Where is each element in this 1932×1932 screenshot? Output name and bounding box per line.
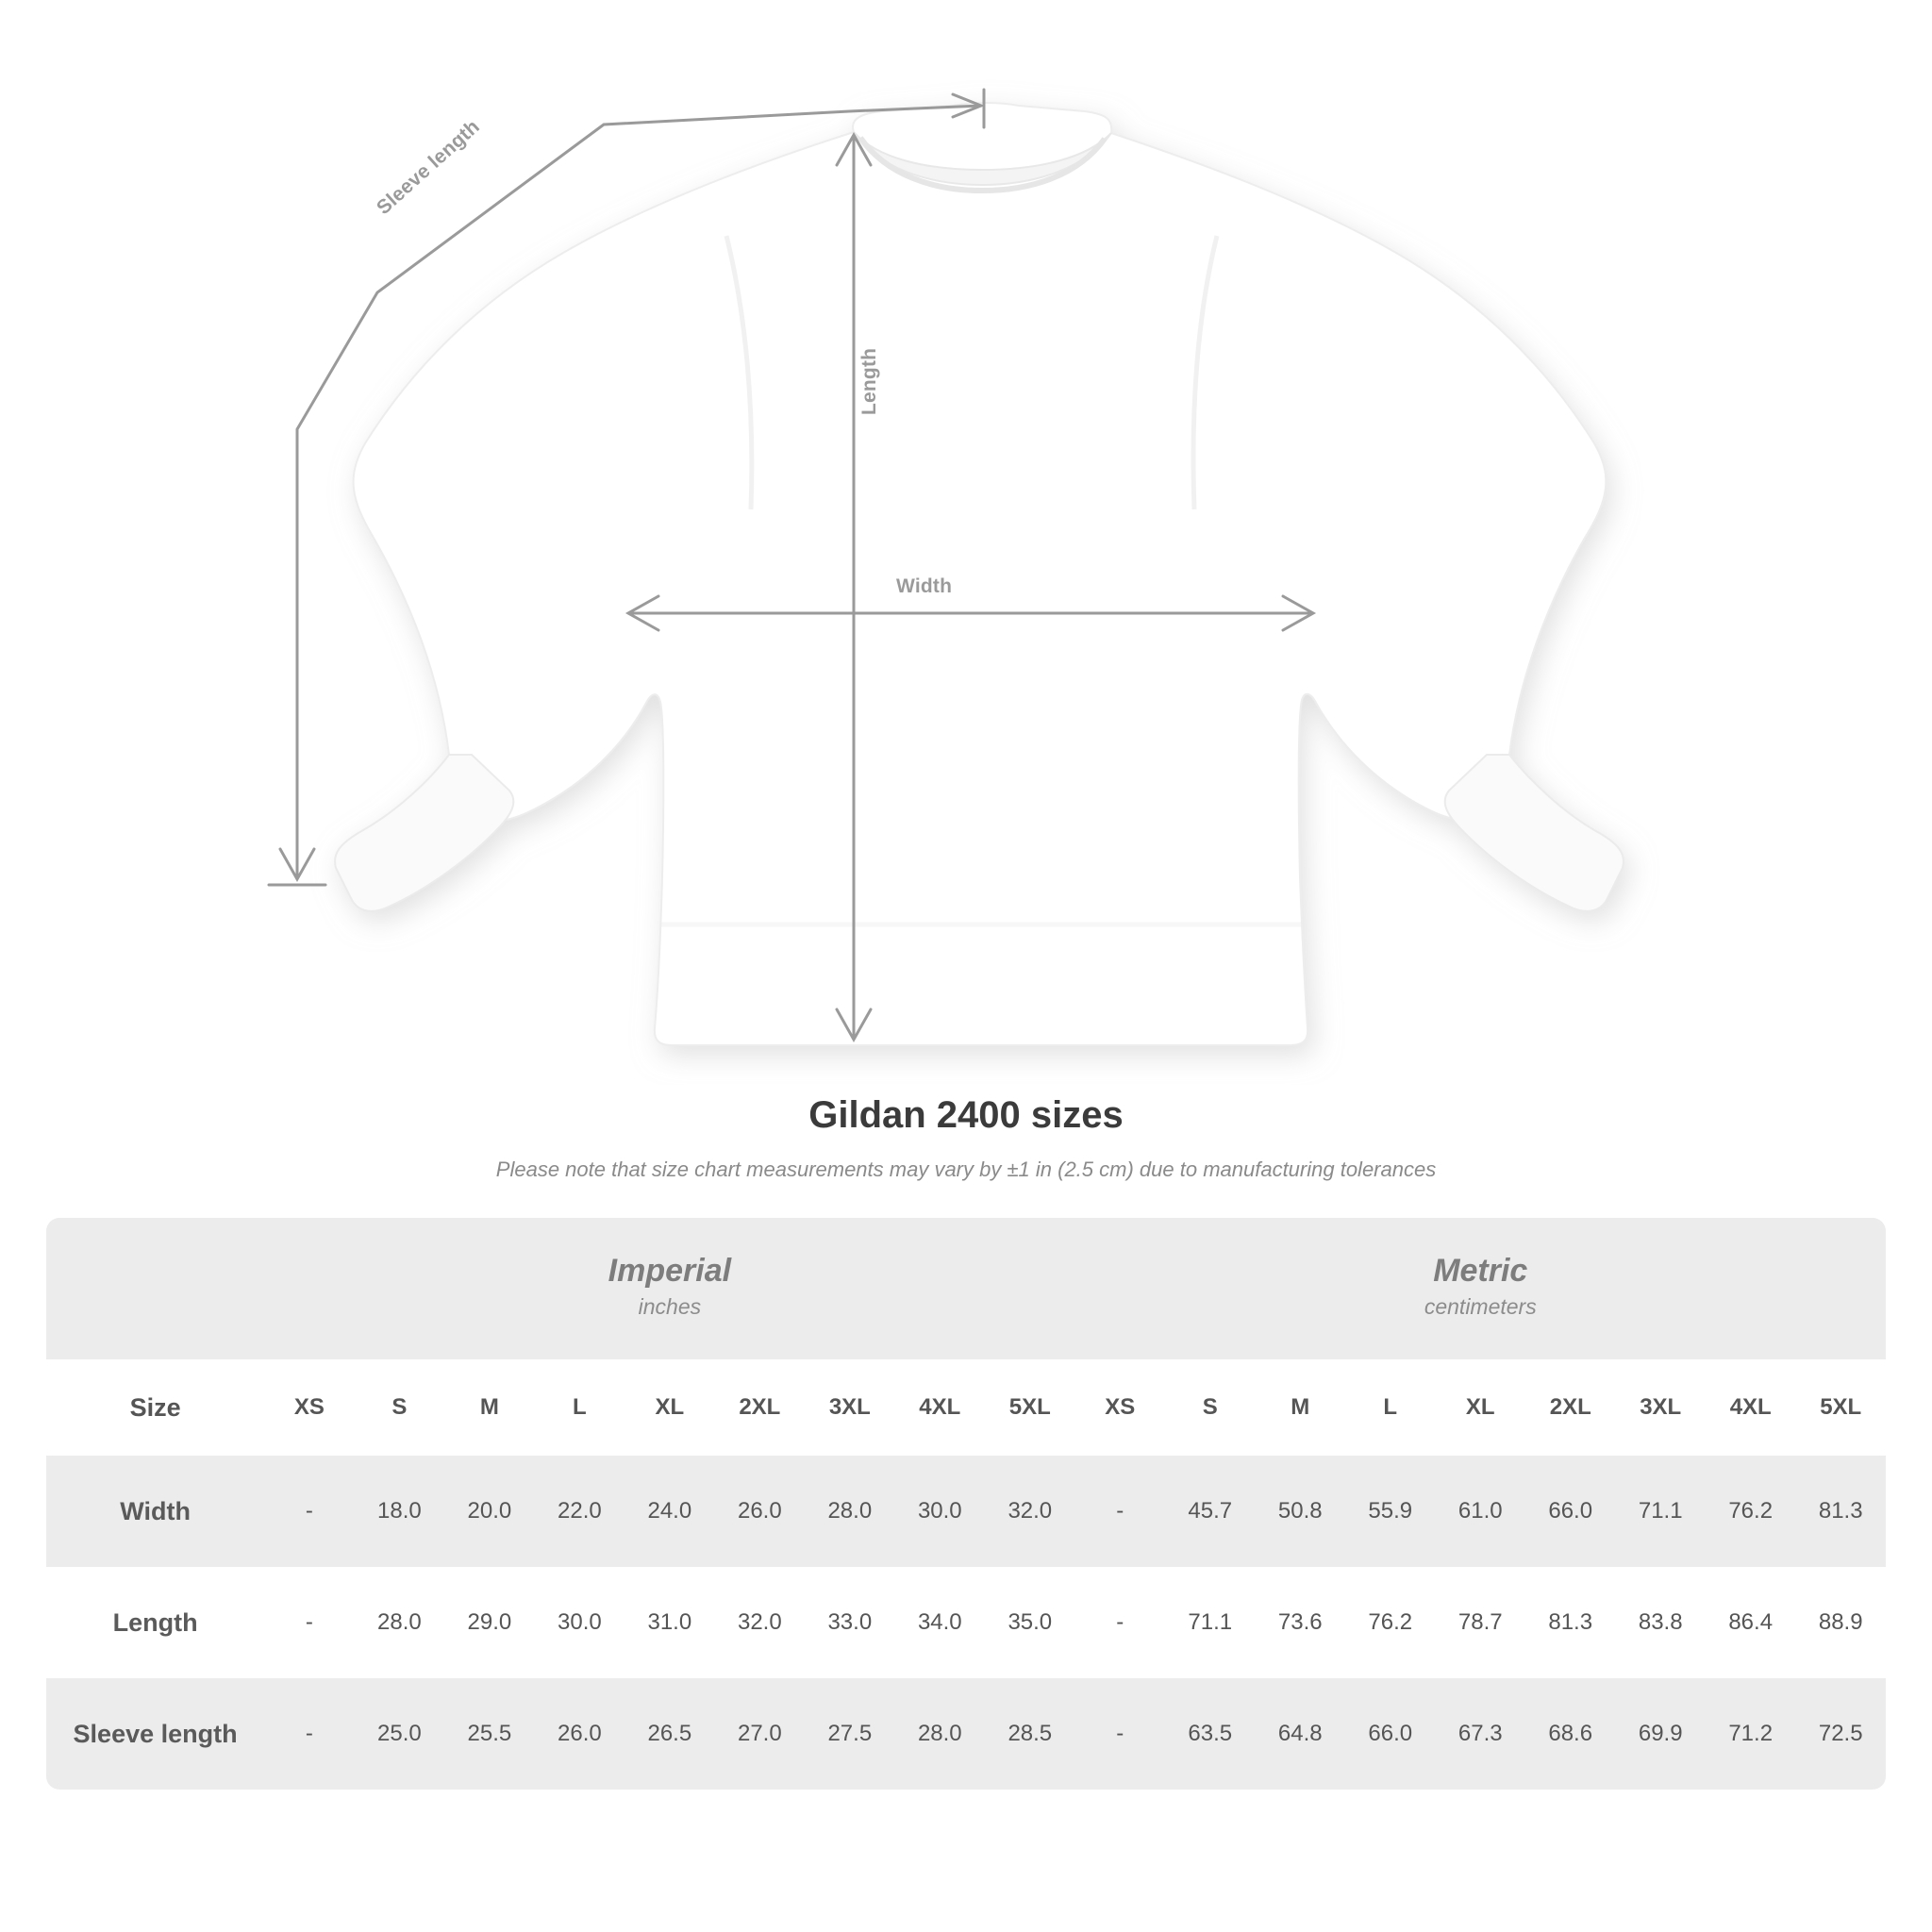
cell-sleeve-imperial-3xl: 27.5: [805, 1678, 894, 1790]
cell-width-metric-3xl: 71.1: [1615, 1456, 1705, 1567]
cell-length-imperial-s: 28.0: [355, 1567, 444, 1678]
cell-sleeve-metric-xl: 67.3: [1436, 1678, 1525, 1790]
cell-length-metric-s: 71.1: [1165, 1567, 1255, 1678]
cell-width-imperial-l: 22.0: [535, 1456, 625, 1567]
cell-width-imperial-xl: 24.0: [625, 1456, 714, 1567]
cell-sleeve-imperial-xs: -: [264, 1678, 354, 1790]
cell-sleeve-imperial-4xl: 28.0: [895, 1678, 985, 1790]
cell-length-imperial-3xl: 33.0: [805, 1567, 894, 1678]
header-size-metric-s: S: [1165, 1359, 1255, 1456]
cell-sleeve-metric-3xl: 69.9: [1615, 1678, 1705, 1790]
cell-sleeve-imperial-5xl: 28.5: [985, 1678, 1075, 1790]
cell-length-metric-m: 73.6: [1256, 1567, 1345, 1678]
header-size-imperial-3xl: 3XL: [805, 1359, 894, 1456]
annotation-length: Length: [858, 347, 880, 415]
cell-width-imperial-s: 18.0: [355, 1456, 444, 1567]
row-label-width: Width: [46, 1456, 264, 1567]
unit-sub-imperial: inches: [638, 1294, 702, 1320]
cell-length-metric-xl: 78.7: [1436, 1567, 1525, 1678]
cell-width-imperial-2xl: 26.0: [715, 1456, 805, 1567]
cell-width-metric-l: 55.9: [1345, 1456, 1435, 1567]
table-row-width: [46, 1456, 1886, 1567]
size-header-row: [46, 1359, 1886, 1456]
cell-length-imperial-2xl: 32.0: [715, 1567, 805, 1678]
cell-width-imperial-3xl: 28.0: [805, 1456, 894, 1567]
cell-width-metric-s: 45.7: [1165, 1456, 1255, 1567]
tolerance-note: Please note that size chart measurements may vary by ±1 in (2.5 cm) due to manufacturing tolerances: [495, 1158, 1437, 1181]
page-title: Gildan 2400 sizes: [808, 1094, 1124, 1136]
unit-sub-metric: centimeters: [1424, 1294, 1537, 1320]
cell-sleeve-imperial-2xl: 27.0: [715, 1678, 805, 1790]
table-row-sleeve-length: [46, 1678, 1886, 1790]
header-size-imperial-xl: XL: [625, 1359, 714, 1456]
cell-length-imperial-l: 30.0: [535, 1567, 625, 1678]
cell-sleeve-imperial-xl: 26.5: [625, 1678, 714, 1790]
cell-sleeve-metric-m: 64.8: [1256, 1678, 1345, 1790]
cell-length-imperial-4xl: 34.0: [895, 1567, 985, 1678]
cell-width-imperial-m: 20.0: [444, 1456, 534, 1567]
cell-width-imperial-5xl: 32.0: [985, 1456, 1075, 1567]
cell-width-metric-2xl: 66.0: [1525, 1456, 1615, 1567]
cell-length-metric-xs: -: [1075, 1567, 1165, 1678]
cell-width-metric-5xl: 81.3: [1795, 1456, 1886, 1567]
size-table-wrapper: [46, 1218, 1886, 1790]
annotation-sleeve-length: Sleeve length: [373, 115, 484, 220]
unit-name-imperial: Imperial: [608, 1253, 732, 1290]
row-label-length: Length: [46, 1567, 264, 1678]
cell-sleeve-metric-xs: -: [1075, 1678, 1165, 1790]
cell-length-imperial-m: 29.0: [444, 1567, 534, 1678]
header-size-imperial-2xl: 2XL: [715, 1359, 805, 1456]
header-size-imperial-m: M: [444, 1359, 534, 1456]
header-size-label: Size: [46, 1359, 264, 1456]
unit-header-row: [46, 1218, 1886, 1359]
cell-sleeve-imperial-l: 26.0: [535, 1678, 625, 1790]
header-size-imperial-xs: XS: [264, 1359, 354, 1456]
cell-sleeve-metric-2xl: 68.6: [1525, 1678, 1615, 1790]
header-size-metric-2xl: 2XL: [1525, 1359, 1615, 1456]
unit-header-imperial: [264, 1218, 1074, 1359]
table-row-length: [46, 1567, 1886, 1678]
cell-length-metric-2xl: 81.3: [1525, 1567, 1615, 1678]
header-size-imperial-s: S: [355, 1359, 444, 1456]
annotation-width: Width: [896, 575, 953, 597]
cell-length-metric-4xl: 86.4: [1706, 1567, 1795, 1678]
header-size-metric-3xl: 3XL: [1615, 1359, 1705, 1456]
cell-sleeve-metric-s: 63.5: [1165, 1678, 1255, 1790]
cell-sleeve-metric-l: 66.0: [1345, 1678, 1435, 1790]
header-size-metric-xs: XS: [1075, 1359, 1165, 1456]
cell-sleeve-metric-5xl: 72.5: [1795, 1678, 1886, 1790]
cell-length-metric-l: 76.2: [1345, 1567, 1435, 1678]
header-size-imperial-l: L: [535, 1359, 625, 1456]
header-size-metric-5xl: 5XL: [1795, 1359, 1886, 1456]
size-table: [46, 1218, 1886, 1790]
header-size-metric-m: M: [1256, 1359, 1345, 1456]
cell-sleeve-imperial-s: 25.0: [355, 1678, 444, 1790]
cell-width-metric-xs: -: [1075, 1456, 1165, 1567]
cell-width-metric-xl: 61.0: [1436, 1456, 1525, 1567]
header-size-metric-l: L: [1345, 1359, 1435, 1456]
cell-sleeve-imperial-m: 25.5: [444, 1678, 534, 1790]
cell-length-imperial-5xl: 35.0: [985, 1567, 1075, 1678]
title-block: [0, 1094, 1932, 1182]
header-size-imperial-5xl: 5XL: [985, 1359, 1075, 1456]
cell-width-imperial-4xl: 30.0: [895, 1456, 985, 1567]
cell-length-imperial-xl: 31.0: [625, 1567, 714, 1678]
unit-name-metric: Metric: [1433, 1253, 1528, 1290]
cell-sleeve-metric-4xl: 71.2: [1706, 1678, 1795, 1790]
unit-header-metric: [1075, 1218, 1886, 1359]
cell-length-imperial-xs: -: [264, 1567, 354, 1678]
header-size-metric-xl: XL: [1436, 1359, 1525, 1456]
cell-width-metric-4xl: 76.2: [1706, 1456, 1795, 1567]
header-size-metric-4xl: 4XL: [1706, 1359, 1795, 1456]
cell-length-metric-3xl: 83.8: [1615, 1567, 1705, 1678]
cell-width-metric-m: 50.8: [1256, 1456, 1345, 1567]
cell-width-imperial-xs: -: [264, 1456, 354, 1567]
unit-header-spacer: [46, 1218, 264, 1359]
cell-length-metric-5xl: 88.9: [1795, 1567, 1886, 1678]
header-size-imperial-4xl: 4XL: [895, 1359, 985, 1456]
row-label-sleeve-length: Sleeve length: [46, 1678, 264, 1790]
